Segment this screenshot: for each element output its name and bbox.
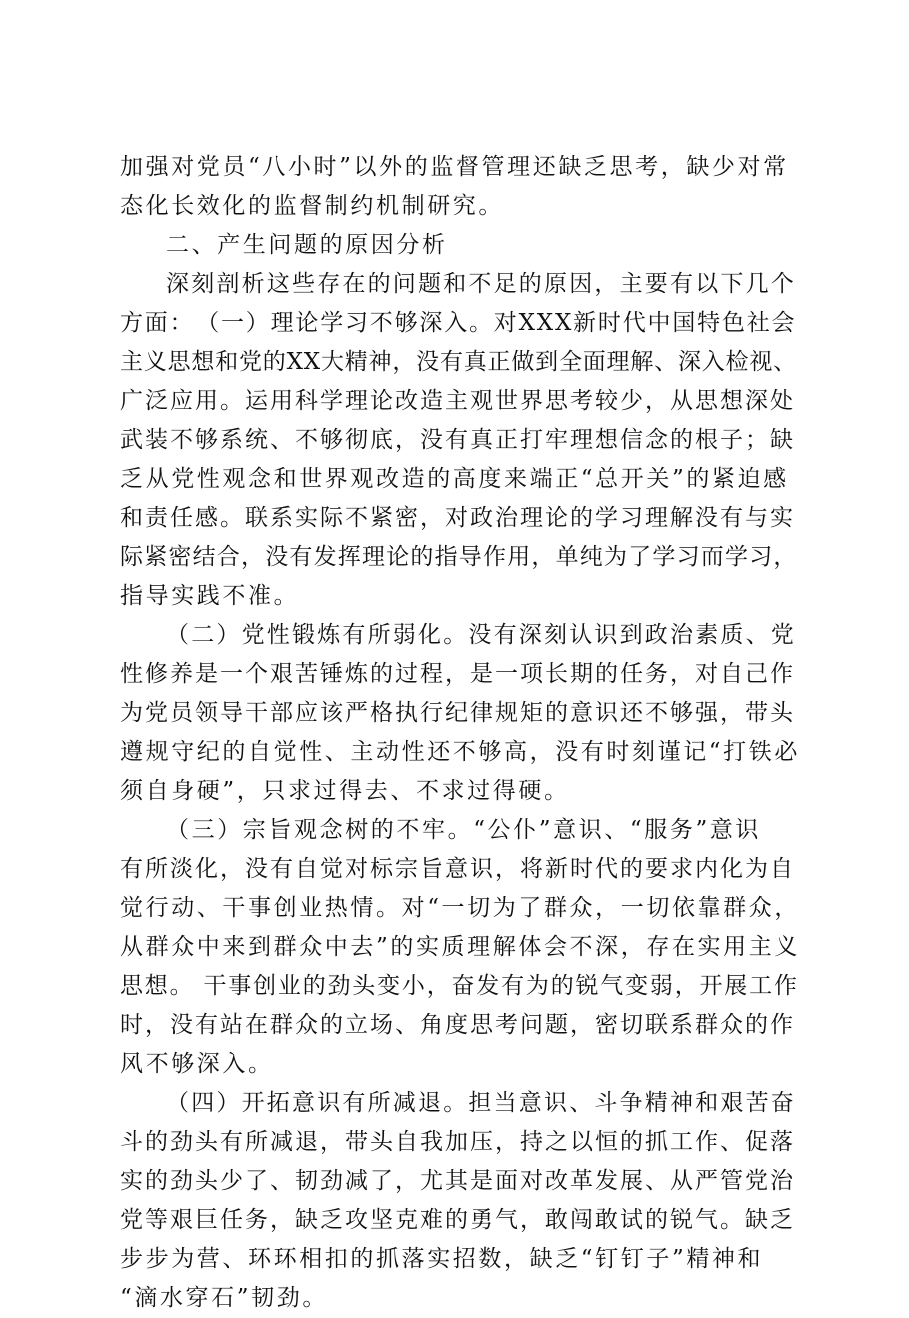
text-line: 有所淡化，没有自觉对标宗旨意识，将新时代的要求内化为自 xyxy=(120,856,795,882)
text-line: 须自身硬”，只求过得去、不求过得硬。 xyxy=(120,778,570,804)
text-line: 遵规守纪的自觉性、主动性还不够高，没有时刻谨记“打铁必 xyxy=(120,739,800,765)
text-line: 和责任感。联系实际不紧密，对政治理论的学习理解没有与实 xyxy=(120,505,795,531)
text-line: 方面： （一）理论学习不够深入。对XXX新时代中国特色社会 xyxy=(120,310,797,336)
text-line: （二）党性锻炼有所弱化。没有深刻认识到政治素质、党 xyxy=(166,622,796,648)
document-body xyxy=(120,148,800,1318)
text-line: 深刻剖析这些存在的问题和不足的原因，主要有以下几个 xyxy=(166,271,796,297)
text-line: 步步为营、环环相扣的抓落实招数，缺乏“钉钉子”精神和 xyxy=(120,1246,764,1272)
text-line: 风不够深入。 xyxy=(120,1051,274,1077)
text-line: 二、产生问题的原因分析 xyxy=(166,232,448,258)
text-line: “滴水穿石”韧劲。 xyxy=(120,1285,328,1311)
text-line: 乏从党性观念和世界观改造的高度来端正“总开关”的紧迫感 xyxy=(120,466,789,492)
text-line: 指导实践不准。 xyxy=(120,583,300,609)
text-line: 为党员领导干部应该严格执行纪律规矩的意识还不够强，带头 xyxy=(120,700,795,726)
text-line: 实的劲头少了、韧劲减了，尤其是面对改革发展、从严管党治 xyxy=(120,1168,795,1194)
text-line: 从群众中来到群众中去”的实质理解体会不深，存在实用主义 xyxy=(120,934,800,960)
text-line: 觉行动、干事创业热情。对“一切为了群众，一切依靠群众， xyxy=(120,895,800,921)
text-line: 加强对党员“八小时”以外的监督管理还缺乏思考，缺少对常 xyxy=(120,154,789,180)
text-line: 主义思想和党的XX大精神，没有真正做到全面理解、深入检视、 xyxy=(120,349,797,375)
text-line: 性修养是一个艰苦锤炼的过程，是一项长期的任务，对自己作 xyxy=(120,661,795,687)
text-line: 时，没有站在群众的立场、角度思考问题，密切联系群众的作 xyxy=(120,1012,795,1038)
text-line: 际紧密结合，没有发挥理论的指导作用，单纯为了学习而学习， xyxy=(120,544,798,570)
text-line: （四）开拓意识有所减退。担当意识、斗争精神和艰苦奋 xyxy=(166,1090,796,1116)
text-line: 斗的劲头有所减退，带头自我加压，持之以恒的抓工作、促落 xyxy=(120,1129,795,1155)
text-line: 广泛应用。运用科学理论改造主观世界思考较少，从思想深处 xyxy=(120,388,795,414)
text-line: 党等艰巨任务，缺乏攻坚克难的勇气，敢闯敢试的锐气。缺乏 xyxy=(120,1207,795,1233)
text-line: （三）宗旨观念树的不牢。“公仆”意识、“服务”意识 xyxy=(166,817,762,843)
text-line: 态化长效化的监督制约机制研究。 xyxy=(120,193,504,219)
text-line: 武装不够系统、不够彻底，没有真正打牢理想信念的根子；缺 xyxy=(120,427,795,453)
text-line: 思想。 干事创业的劲头变小，奋发有为的锐气变弱，开展工作 xyxy=(120,973,799,999)
